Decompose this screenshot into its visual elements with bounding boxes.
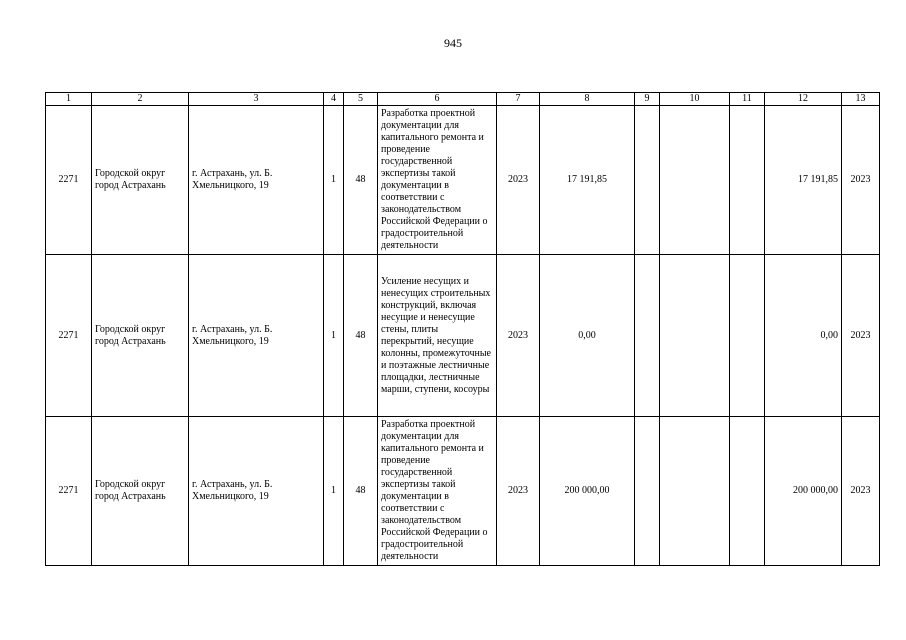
municipality-cell: Городской округ город Астрахань — [92, 417, 189, 566]
year-cell: 2023 — [497, 106, 540, 255]
row-number-cell: 2271 — [46, 255, 92, 417]
page-number: 945 — [444, 36, 462, 50]
work-type-cell: Разработка проектной документации для капитального ремонта и проведение государственной экспертизы такой документации в соответствии с законодательством Российской Федерации о градостроительной деятельности — [378, 417, 497, 566]
year-cell: 2023 — [497, 255, 540, 417]
col5-cell: 48 — [344, 255, 378, 417]
col5-cell: 48 — [344, 417, 378, 566]
total-cell: 17 191,85 — [765, 106, 842, 255]
municipality-cell: Городской округ город Астрахань — [92, 255, 189, 417]
table-row — [46, 255, 880, 417]
column-header: 4 — [324, 93, 344, 106]
work-type-cell: Усиление несущих и ненесущих строительных конструкций, включая несущие и ненесущие стены, плиты перекрытий, несущие колонны, промежуточные и поэтажные лестничные площадки, лестничные марши, ступени, косоуры — [378, 255, 497, 417]
col10-cell — [660, 106, 730, 255]
row-number-cell: 2271 — [46, 417, 92, 566]
address-cell: г. Астрахань, ул. Б. Хмельницкого, 19 — [189, 106, 324, 255]
col9-cell — [635, 255, 660, 417]
table-row — [46, 106, 880, 255]
total-cell: 0,00 — [765, 255, 842, 417]
col11-cell — [730, 106, 765, 255]
table-row — [46, 417, 880, 566]
col4-cell: 1 — [324, 106, 344, 255]
completion-year-cell: 2023 — [842, 417, 880, 566]
municipality-cell: Городской округ город Астрахань — [92, 106, 189, 255]
cost-cell: 17 191,85 — [540, 106, 635, 255]
col10-cell — [660, 417, 730, 566]
col4-cell: 1 — [324, 255, 344, 417]
year-cell: 2023 — [497, 417, 540, 566]
column-header: 6 — [378, 93, 497, 106]
column-header: 7 — [497, 93, 540, 106]
col11-cell — [730, 417, 765, 566]
column-header: 3 — [189, 93, 324, 106]
column-header: 12 — [765, 93, 842, 106]
registry-table — [45, 92, 880, 566]
cost-cell: 200 000,00 — [540, 417, 635, 566]
column-header: 2 — [92, 93, 189, 106]
cost-cell: 0,00 — [540, 255, 635, 417]
total-cell: 200 000,00 — [765, 417, 842, 566]
column-header: 1 — [46, 93, 92, 106]
completion-year-cell: 2023 — [842, 106, 880, 255]
col4-cell: 1 — [324, 417, 344, 566]
column-header: 5 — [344, 93, 378, 106]
col9-cell — [635, 106, 660, 255]
column-header: 8 — [540, 93, 635, 106]
col11-cell — [730, 255, 765, 417]
address-cell: г. Астрахань, ул. Б. Хмельницкого, 19 — [189, 417, 324, 566]
col9-cell — [635, 417, 660, 566]
row-number-cell: 2271 — [46, 106, 92, 255]
col10-cell — [660, 255, 730, 417]
column-header: 11 — [730, 93, 765, 106]
column-header: 13 — [842, 93, 880, 106]
address-cell: г. Астрахань, ул. Б. Хмельницкого, 19 — [189, 255, 324, 417]
work-type-cell: Разработка проектной документации для капитального ремонта и проведение государственной экспертизы такой документации в соответствии с законодательством Российской Федерации о градостроительной деятельности — [378, 106, 497, 255]
column-header: 10 — [660, 93, 730, 106]
column-number-row — [46, 93, 880, 106]
column-header: 9 — [635, 93, 660, 106]
completion-year-cell: 2023 — [842, 255, 880, 417]
col5-cell: 48 — [344, 106, 378, 255]
